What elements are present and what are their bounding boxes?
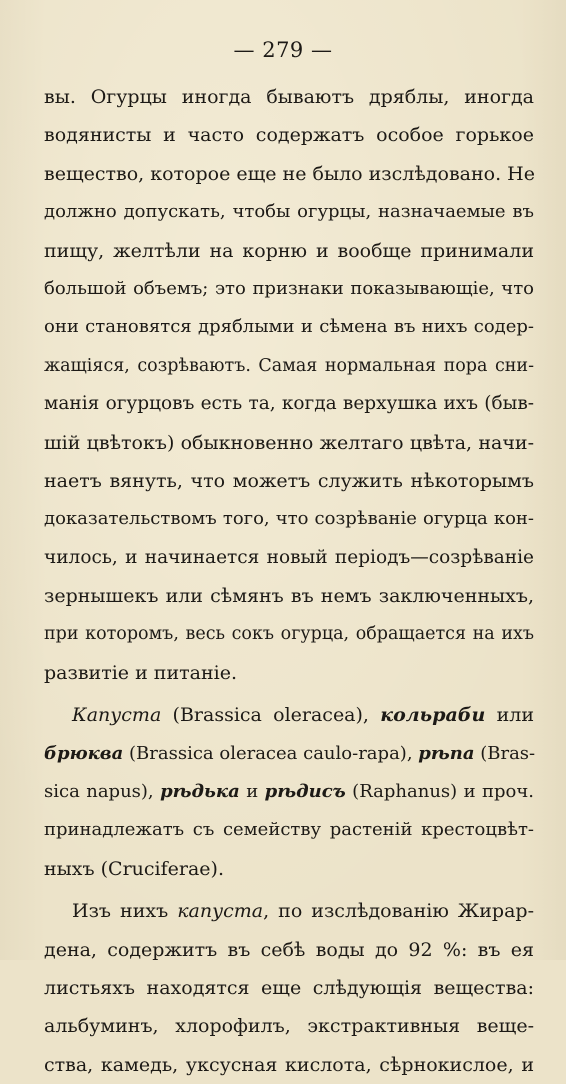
text-run: (Brassica oleracea caulo-rapa),: [123, 742, 419, 764]
text-line: жащіяся, созрѣваютъ. Самая нормальная пора сни-: [44, 355, 534, 376]
text-line: развитіе и питаніе.: [44, 661, 237, 684]
page-number: — 279 —: [233, 38, 333, 62]
text-run: и: [239, 781, 265, 803]
text-line: альбуминъ, хлорофилъ, экстрактивныя веще-: [44, 1015, 534, 1038]
text-line: зернышекъ или сѣмянъ въ немъ заключенныхъ,: [44, 585, 534, 608]
text-line: водянисты и часто содержатъ особое горькое: [44, 124, 534, 147]
text-line: ныхъ (Cruciferae).: [44, 857, 224, 880]
text-run: или: [485, 704, 534, 727]
text-line: [44, 696, 534, 734]
text-run: , по изслѣдованію Жирар-: [263, 900, 535, 923]
plant-name: кольраби: [380, 704, 486, 727]
plant-name: рѣпа: [418, 742, 475, 764]
text-run: (Bras-: [474, 742, 536, 764]
text-run: (Raphanus) и проч.: [345, 781, 535, 803]
text-line: манія огурцовъ есть та, когда верхушка ихъ (быв-: [44, 393, 534, 415]
text-line: ства, камедь, уксусная кислота, сѣрнокислое, и: [44, 1053, 534, 1076]
text-line: пищу, желтѣли на корню и вообще принимали: [44, 239, 534, 262]
plant-name: капуста: [177, 900, 264, 923]
plant-name: рѣдька: [160, 781, 240, 803]
text-line: [44, 892, 534, 930]
text-line: при которомъ, весь сокъ огурца, обращается на ихъ: [44, 624, 534, 645]
body-text: [44, 78, 534, 1084]
text-line: шій цвѣтокъ) обыкновенно желтаго цвѣта, начи-: [44, 431, 534, 454]
plant-name: рѣдисъ: [264, 781, 346, 803]
text-line: [44, 773, 534, 811]
text-line: доказательствомъ того, что созрѣваніе огурца кон-: [44, 508, 534, 530]
text-line: должно допускать, чтобы огурцы, назначаемые въ: [44, 201, 534, 223]
text-run: sica napus),: [44, 781, 161, 803]
text-line: они становятся дряблыми и сѣмена въ нихъ содер-: [44, 316, 534, 338]
text-line: вы. Огурцы иногда бываютъ дряблы, иногда: [44, 86, 534, 108]
text-run: (Brassica oleracea),: [161, 704, 381, 727]
text-line: вещество, которое еще не было изслѣдовано. Не: [44, 162, 535, 185]
text-line: большой объемъ; это признаки показывающіе, что: [44, 277, 534, 299]
text-line: дена, содержитъ въ себѣ воды до 92 %: въ ея: [44, 938, 534, 961]
text-line: [44, 735, 534, 773]
text-line: листьяхъ находятся еще слѣдующія вещества:: [44, 976, 534, 999]
text-line: чилось, и начинается новый періодъ—созрѣваніе: [44, 546, 534, 568]
plant-name: Капуста: [72, 704, 162, 727]
text-line: наетъ вянуть, что можетъ служить нѣкоторымъ: [44, 469, 534, 492]
text-line: принадлежатъ съ семейству растеній крестоцвѣт-: [44, 819, 534, 841]
plant-name: брюква: [44, 742, 124, 764]
text-run: Изъ нихъ: [72, 900, 178, 923]
